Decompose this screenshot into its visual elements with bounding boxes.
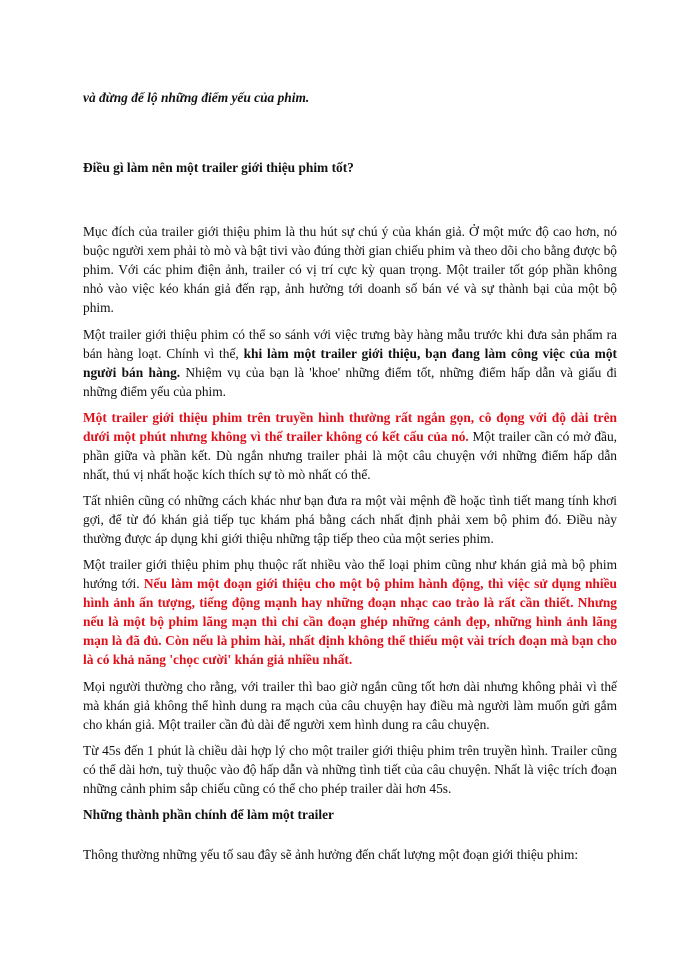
p2-text-bold: khi làm một trailer giới thiệu, bạn đang làm công việc của một người bán hàng.: [83, 346, 617, 380]
paragraph-purpose: Mục đích của trailer giới thiệu phim là thu hút sự chú ý của khán giả. Ở một mức độ cao hơn, nó buộc người xem phải tò mò và bật tivi vào đúng thời gian chiếu phim và theo dõi cho bằng được bộ phim. Với các phim điện ảnh, trailer có vị trí cực kỳ quan trọng. Một trailer tốt góp phần không nhỏ vào việc kéo khán giả đến rạp, ảnh hưởng tới doanh số bán vé và sự thành bại của một bộ phim.: [83, 224, 617, 315]
intro-fragment: và đừng để lộ những điểm yếu của phim.: [83, 90, 310, 105]
section-heading-good-trailer: Điều gì làm nên một trailer giới thiệu phim tốt?: [83, 160, 354, 175]
paragraph-factors: Thông thường những yếu tố sau đây sẽ ảnh hưởng đến chất lượng một đoạn giới thiệu phim:: [83, 847, 579, 862]
p3-text-red: Một trailer giới thiệu phim trên truyền hình thường rất ngắn gọn, cô đọng với độ dài trên dưới một phút nhưng không vì thế trailer không có kết cấu của nó.: [83, 410, 617, 444]
section-heading-components: Những thành phần chính để làm một trailer: [83, 807, 334, 822]
paragraph-ideal-length: Từ 45s đến 1 phút là chiều dài hợp lý cho một trailer giới thiệu phim trên truyền hình. Trailer cũng có thể dài hơn, tuỳ thuộc vào độ hấp dẫn và những tình tiết của câu chuyện. Nhất là việc trích đoạn những cảnh phim sắp chiếu cũng có thể cho phép trailer dài hơn 45s.: [83, 743, 617, 796]
p5-text-red: Nếu làm một đoạn giới thiệu cho một bộ phim hành động, thì việc sử dụng nhiều hình ảnh ấn tượng, tiếng động mạnh hay những đoạn nhạc cao trào là rất cần thiết. Nhưng nếu là một bộ phim lãng mạn thì chỉ cần đoạn ghép những cảnh đẹp, những hình ảnh lãng mạn là đã đủ. Còn nếu là phim hài, nhất định không thể thiếu một vài trích đoạn mà bạn cho là có khả năng 'chọc cười' khán giả nhiều nhất.: [83, 576, 617, 667]
p5-text-a: Một trailer giới thiệu phim phụ thuộc rất nhiều vào thể loại phim cũng như khán giả mà bộ phim hướng tới.: [83, 557, 617, 591]
paragraph-structure: [83, 408, 617, 484]
paragraph-alternatives: Tất nhiên cũng có những cách khác như bạn đưa ra một vài mệnh đề hoặc tình tiết mang tính khơi gợi, để từ đó khán giả tiếp tục khám phá bằng cách nhất định phải xem bộ phim đó. Điều này thường được áp dụng khi giới thiệu những tập tiếp theo của một series phim.: [83, 493, 617, 546]
paragraph-length-opinion: Mọi người thường cho rằng, với trailer thì bao giờ ngắn cũng tốt hơn dài nhưng không phải vì thế mà khán giả không thể hình dung ra mạch của câu chuyện hay điều mà người làm muốn gửi gắm cho khán giả. Một trailer cần đủ dài để người xem hình dung ra câu chuyện.: [83, 679, 617, 732]
p3-text-b: Một trailer cần có mở đầu, phần giữa và phần kết. Dù ngắn nhưng trailer phải là một câu chuyện với những điểm hấp dẫn nhất, thú vị nhất hoặc kích thích sự tò mò nhất có thể.: [83, 429, 617, 482]
paragraph-comparison: [83, 325, 617, 401]
p2-text-a: Một trailer giới thiệu phim có thể so sánh với việc trưng bày hàng mẫu trước khi đưa sản phẩm ra bán hàng loạt. Chính vì thế,: [83, 327, 617, 361]
p2-text-c: Nhiệm vụ của bạn là 'khoe' những điểm tốt, những điểm hấp dẫn và giấu đi những điểm yếu của phim.: [83, 365, 617, 399]
paragraph-genre: [83, 555, 617, 669]
